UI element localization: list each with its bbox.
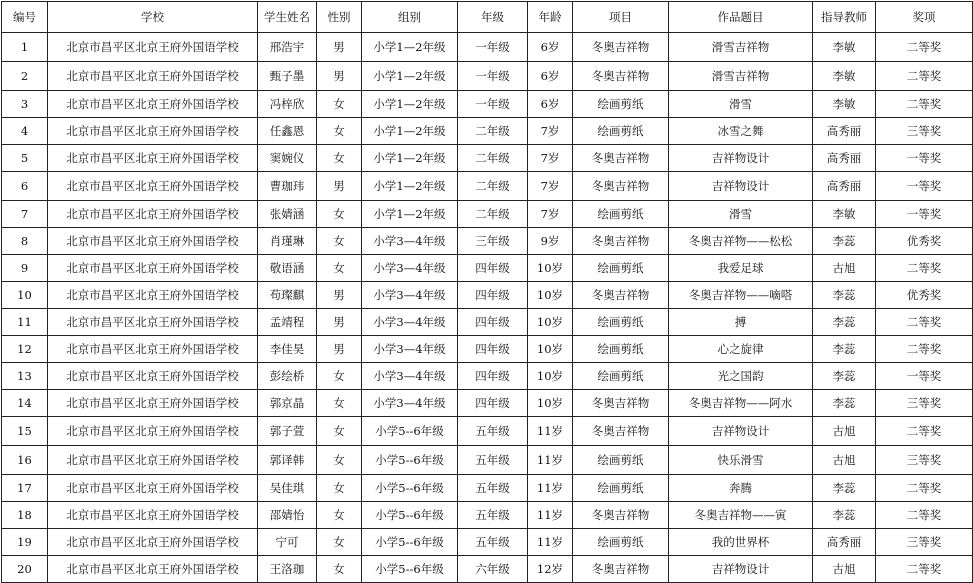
cell-id: 4: [2, 118, 48, 145]
cell-title: 冬奥吉祥物——寅: [669, 502, 813, 529]
cell-student: 邵婧怡: [258, 502, 317, 529]
cell-student: 李佳昊: [258, 336, 317, 363]
cell-student: 窦婉仪: [258, 145, 317, 172]
cell-group: 小学3—4年级: [362, 228, 458, 255]
cell-teacher: 李蕊: [813, 502, 876, 529]
cell-gender: 女: [317, 529, 362, 556]
table-row: [2, 446, 973, 475]
cell-school: 北京市昌平区北京王府外国语学校: [48, 145, 258, 172]
cell-school: 北京市昌平区北京王府外国语学校: [48, 363, 258, 390]
cell-teacher: 李蕊: [813, 390, 876, 417]
cell-age: 7岁: [528, 145, 573, 172]
cell-category: 冬奥吉祥物: [573, 556, 669, 583]
cell-title: 滑雪: [669, 201, 813, 228]
cell-id: 10: [2, 282, 48, 309]
header-row: [2, 2, 973, 33]
cell-grade: 四年级: [458, 390, 528, 417]
cell-teacher: 李蕊: [813, 282, 876, 309]
cell-age: 11岁: [528, 475, 573, 502]
cell-group: 小学5--6年级: [362, 556, 458, 583]
table-row: [2, 282, 973, 309]
cell-student: 苟璨麒: [258, 282, 317, 309]
cell-age: 11岁: [528, 502, 573, 529]
cell-id: 11: [2, 309, 48, 336]
cell-grade: 一年级: [458, 62, 528, 91]
cell-id: 12: [2, 336, 48, 363]
table-row: [2, 91, 973, 118]
cell-id: 1: [2, 33, 48, 62]
cell-student: 甄子墨: [258, 62, 317, 91]
cell-award: 一等奖: [876, 363, 973, 390]
cell-grade: 二年级: [458, 172, 528, 201]
cell-award: 二等奖: [876, 91, 973, 118]
cell-category: 绘画剪纸: [573, 201, 669, 228]
cell-id: 19: [2, 529, 48, 556]
cell-category: 冬奥吉祥物: [573, 228, 669, 255]
cell-age: 6岁: [528, 62, 573, 91]
cell-student: 张婧涵: [258, 201, 317, 228]
header-cell-award: 奖项: [876, 2, 973, 33]
cell-student: 宁可: [258, 529, 317, 556]
cell-teacher: 李敏: [813, 91, 876, 118]
cell-age: 11岁: [528, 529, 573, 556]
cell-gender: 男: [317, 33, 362, 62]
cell-age: 10岁: [528, 255, 573, 282]
cell-title: 吉祥物设计: [669, 172, 813, 201]
cell-age: 10岁: [528, 309, 573, 336]
cell-group: 小学1—2年级: [362, 118, 458, 145]
table-row: [2, 201, 973, 228]
cell-student: 敬语涵: [258, 255, 317, 282]
cell-id: 16: [2, 446, 48, 475]
cell-gender: 男: [317, 336, 362, 363]
cell-category: 冬奥吉祥物: [573, 417, 669, 446]
cell-grade: 一年级: [458, 91, 528, 118]
cell-award: 二等奖: [876, 309, 973, 336]
cell-id: 6: [2, 172, 48, 201]
cell-award: 三等奖: [876, 446, 973, 475]
table-row: [2, 502, 973, 529]
cell-age: 7岁: [528, 172, 573, 201]
cell-id: 14: [2, 390, 48, 417]
cell-student: 郭译韩: [258, 446, 317, 475]
cell-gender: 女: [317, 556, 362, 583]
cell-student: 冯梓欣: [258, 91, 317, 118]
cell-teacher: 李敏: [813, 33, 876, 62]
cell-gender: 女: [317, 255, 362, 282]
cell-title: 冬奥吉祥物——松松: [669, 228, 813, 255]
cell-grade: 五年级: [458, 502, 528, 529]
table-row: [2, 475, 973, 502]
cell-student: 郭京晶: [258, 390, 317, 417]
cell-title: 光之国韵: [669, 363, 813, 390]
cell-id: 7: [2, 201, 48, 228]
header-cell-id: 编号: [2, 2, 48, 33]
cell-grade: 一年级: [458, 33, 528, 62]
cell-student: 王洛珈: [258, 556, 317, 583]
cell-school: 北京市昌平区北京王府外国语学校: [48, 91, 258, 118]
header-cell-school: 学校: [48, 2, 258, 33]
cell-teacher: 高秀丽: [813, 172, 876, 201]
cell-group: 小学5--6年级: [362, 529, 458, 556]
cell-award: 一等奖: [876, 172, 973, 201]
cell-title: 搏: [669, 309, 813, 336]
table-row: [2, 145, 973, 172]
cell-school: 北京市昌平区北京王府外国语学校: [48, 282, 258, 309]
cell-title: 心之旋律: [669, 336, 813, 363]
cell-title: 我爱足球: [669, 255, 813, 282]
cell-school: 北京市昌平区北京王府外国语学校: [48, 502, 258, 529]
table-row: [2, 309, 973, 336]
cell-title: 快乐滑雪: [669, 446, 813, 475]
cell-gender: 女: [317, 417, 362, 446]
cell-grade: 五年级: [458, 417, 528, 446]
cell-gender: 女: [317, 118, 362, 145]
cell-award: 二等奖: [876, 336, 973, 363]
cell-age: 11岁: [528, 417, 573, 446]
header-cell-gender: 性别: [317, 2, 362, 33]
cell-teacher: 古旭: [813, 446, 876, 475]
table-row: [2, 118, 973, 145]
cell-grade: 四年级: [458, 336, 528, 363]
cell-id: 3: [2, 91, 48, 118]
cell-title: 冬奥吉祥物——阿水: [669, 390, 813, 417]
cell-title: 冰雪之舞: [669, 118, 813, 145]
cell-title: 吉祥物设计: [669, 417, 813, 446]
cell-category: 冬奥吉祥物: [573, 390, 669, 417]
cell-group: 小学3—4年级: [362, 336, 458, 363]
cell-id: 18: [2, 502, 48, 529]
cell-category: 绘画剪纸: [573, 255, 669, 282]
table-row: [2, 172, 973, 201]
cell-group: 小学3—4年级: [362, 282, 458, 309]
cell-age: 11岁: [528, 446, 573, 475]
cell-group: 小学5--6年级: [362, 417, 458, 446]
cell-grade: 二年级: [458, 145, 528, 172]
cell-teacher: 李蕊: [813, 228, 876, 255]
cell-award: 二等奖: [876, 255, 973, 282]
header-cell-age: 年龄: [528, 2, 573, 33]
cell-grade: 五年级: [458, 529, 528, 556]
cell-school: 北京市昌平区北京王府外国语学校: [48, 529, 258, 556]
cell-group: 小学3—4年级: [362, 255, 458, 282]
cell-group: 小学1—2年级: [362, 62, 458, 91]
cell-title: 吉祥物设计: [669, 556, 813, 583]
cell-teacher: 高秀丽: [813, 145, 876, 172]
cell-age: 9岁: [528, 228, 573, 255]
header-cell-title: 作品题目: [669, 2, 813, 33]
cell-gender: 女: [317, 145, 362, 172]
cell-school: 北京市昌平区北京王府外国语学校: [48, 228, 258, 255]
cell-gender: 男: [317, 309, 362, 336]
table-row: [2, 363, 973, 390]
cell-student: 曹珈玮: [258, 172, 317, 201]
cell-grade: 二年级: [458, 201, 528, 228]
cell-school: 北京市昌平区北京王府外国语学校: [48, 172, 258, 201]
cell-age: 10岁: [528, 363, 573, 390]
table-row: [2, 33, 973, 62]
cell-school: 北京市昌平区北京王府外国语学校: [48, 446, 258, 475]
cell-grade: 四年级: [458, 309, 528, 336]
cell-teacher: 李敏: [813, 62, 876, 91]
award-table: [1, 1, 973, 583]
cell-teacher: 李敏: [813, 201, 876, 228]
cell-award: 二等奖: [876, 502, 973, 529]
cell-grade: 三年级: [458, 228, 528, 255]
cell-category: 冬奥吉祥物: [573, 172, 669, 201]
cell-group: 小学3—4年级: [362, 390, 458, 417]
cell-age: 6岁: [528, 91, 573, 118]
cell-category: 绘画剪纸: [573, 446, 669, 475]
cell-id: 15: [2, 417, 48, 446]
cell-id: 2: [2, 62, 48, 91]
cell-award: 优秀奖: [876, 282, 973, 309]
cell-school: 北京市昌平区北京王府外国语学校: [48, 475, 258, 502]
cell-school: 北京市昌平区北京王府外国语学校: [48, 118, 258, 145]
cell-school: 北京市昌平区北京王府外国语学校: [48, 417, 258, 446]
cell-grade: 六年级: [458, 556, 528, 583]
header-cell-teacher: 指导教师: [813, 2, 876, 33]
cell-student: 孟靖程: [258, 309, 317, 336]
cell-id: 17: [2, 475, 48, 502]
cell-gender: 女: [317, 502, 362, 529]
cell-gender: 男: [317, 172, 362, 201]
table-row: [2, 62, 973, 91]
header-cell-category: 项目: [573, 2, 669, 33]
table-row: [2, 417, 973, 446]
cell-category: 绘画剪纸: [573, 363, 669, 390]
table-row: [2, 556, 973, 583]
cell-award: 优秀奖: [876, 228, 973, 255]
cell-group: 小学1—2年级: [362, 91, 458, 118]
cell-title: 滑雪吉祥物: [669, 62, 813, 91]
cell-student: 彭绘桥: [258, 363, 317, 390]
cell-age: 12岁: [528, 556, 573, 583]
cell-id: 5: [2, 145, 48, 172]
cell-category: 绘画剪纸: [573, 309, 669, 336]
cell-teacher: 李蕊: [813, 336, 876, 363]
cell-category: 绘画剪纸: [573, 529, 669, 556]
cell-category: 冬奥吉祥物: [573, 33, 669, 62]
cell-id: 13: [2, 363, 48, 390]
cell-grade: 二年级: [458, 118, 528, 145]
cell-category: 绘画剪纸: [573, 336, 669, 363]
cell-title: 我的世界杯: [669, 529, 813, 556]
cell-age: 10岁: [528, 282, 573, 309]
cell-group: 小学5--6年级: [362, 446, 458, 475]
cell-grade: 五年级: [458, 475, 528, 502]
header-cell-grade: 年级: [458, 2, 528, 33]
table-row: [2, 336, 973, 363]
cell-grade: 五年级: [458, 446, 528, 475]
cell-teacher: 李蕊: [813, 363, 876, 390]
cell-group: 小学1—2年级: [362, 33, 458, 62]
cell-group: 小学3—4年级: [362, 363, 458, 390]
cell-gender: 男: [317, 282, 362, 309]
table-row: [2, 390, 973, 417]
cell-age: 7岁: [528, 118, 573, 145]
cell-award: 一等奖: [876, 201, 973, 228]
table-row: [2, 529, 973, 556]
cell-student: 肖瑾琳: [258, 228, 317, 255]
table-body: [2, 33, 973, 583]
cell-school: 北京市昌平区北京王府外国语学校: [48, 556, 258, 583]
cell-title: 奔腾: [669, 475, 813, 502]
cell-category: 冬奥吉祥物: [573, 62, 669, 91]
cell-award: 三等奖: [876, 390, 973, 417]
cell-group: 小学5--6年级: [362, 502, 458, 529]
cell-teacher: 李蕊: [813, 475, 876, 502]
cell-award: 二等奖: [876, 417, 973, 446]
cell-gender: 女: [317, 475, 362, 502]
cell-group: 小学1—2年级: [362, 172, 458, 201]
cell-school: 北京市昌平区北京王府外国语学校: [48, 33, 258, 62]
cell-school: 北京市昌平区北京王府外国语学校: [48, 62, 258, 91]
cell-award: 二等奖: [876, 62, 973, 91]
cell-award: 二等奖: [876, 33, 973, 62]
cell-teacher: 古旭: [813, 417, 876, 446]
cell-group: 小学1—2年级: [362, 145, 458, 172]
cell-id: 20: [2, 556, 48, 583]
cell-grade: 四年级: [458, 363, 528, 390]
table-row: [2, 255, 973, 282]
cell-title: 滑雪: [669, 91, 813, 118]
cell-award: 三等奖: [876, 529, 973, 556]
cell-category: 绘画剪纸: [573, 475, 669, 502]
cell-category: 冬奥吉祥物: [573, 282, 669, 309]
cell-category: 冬奥吉祥物: [573, 145, 669, 172]
cell-teacher: 高秀丽: [813, 118, 876, 145]
cell-award: 二等奖: [876, 475, 973, 502]
cell-title: 滑雪吉祥物: [669, 33, 813, 62]
cell-teacher: 李蕊: [813, 309, 876, 336]
cell-teacher: 古旭: [813, 556, 876, 583]
cell-award: 一等奖: [876, 145, 973, 172]
cell-grade: 四年级: [458, 255, 528, 282]
cell-age: 10岁: [528, 390, 573, 417]
cell-student: 吴佳琪: [258, 475, 317, 502]
cell-group: 小学3—4年级: [362, 309, 458, 336]
cell-age: 6岁: [528, 33, 573, 62]
cell-gender: 女: [317, 228, 362, 255]
cell-id: 9: [2, 255, 48, 282]
cell-teacher: 古旭: [813, 255, 876, 282]
cell-gender: 女: [317, 201, 362, 228]
cell-age: 7岁: [528, 201, 573, 228]
header-cell-group: 组别: [362, 2, 458, 33]
cell-category: 绘画剪纸: [573, 118, 669, 145]
cell-student: 邢浩宇: [258, 33, 317, 62]
cell-school: 北京市昌平区北京王府外国语学校: [48, 201, 258, 228]
cell-group: 小学5--6年级: [362, 475, 458, 502]
cell-school: 北京市昌平区北京王府外国语学校: [48, 255, 258, 282]
cell-age: 10岁: [528, 336, 573, 363]
cell-gender: 女: [317, 390, 362, 417]
cell-gender: 女: [317, 363, 362, 390]
cell-award: 二等奖: [876, 556, 973, 583]
cell-gender: 女: [317, 91, 362, 118]
cell-school: 北京市昌平区北京王府外国语学校: [48, 390, 258, 417]
cell-student: 任鑫恩: [258, 118, 317, 145]
cell-title: 吉祥物设计: [669, 145, 813, 172]
table-row: [2, 228, 973, 255]
cell-category: 绘画剪纸: [573, 91, 669, 118]
cell-grade: 四年级: [458, 282, 528, 309]
cell-school: 北京市昌平区北京王府外国语学校: [48, 336, 258, 363]
cell-category: 冬奥吉祥物: [573, 502, 669, 529]
cell-award: 三等奖: [876, 118, 973, 145]
cell-title: 冬奥吉祥物——嘀嗒: [669, 282, 813, 309]
cell-gender: 女: [317, 446, 362, 475]
cell-student: 郭子萱: [258, 417, 317, 446]
header-cell-student: 学生姓名: [258, 2, 317, 33]
cell-id: 8: [2, 228, 48, 255]
cell-teacher: 高秀丽: [813, 529, 876, 556]
cell-school: 北京市昌平区北京王府外国语学校: [48, 309, 258, 336]
cell-gender: 男: [317, 62, 362, 91]
cell-group: 小学1—2年级: [362, 201, 458, 228]
